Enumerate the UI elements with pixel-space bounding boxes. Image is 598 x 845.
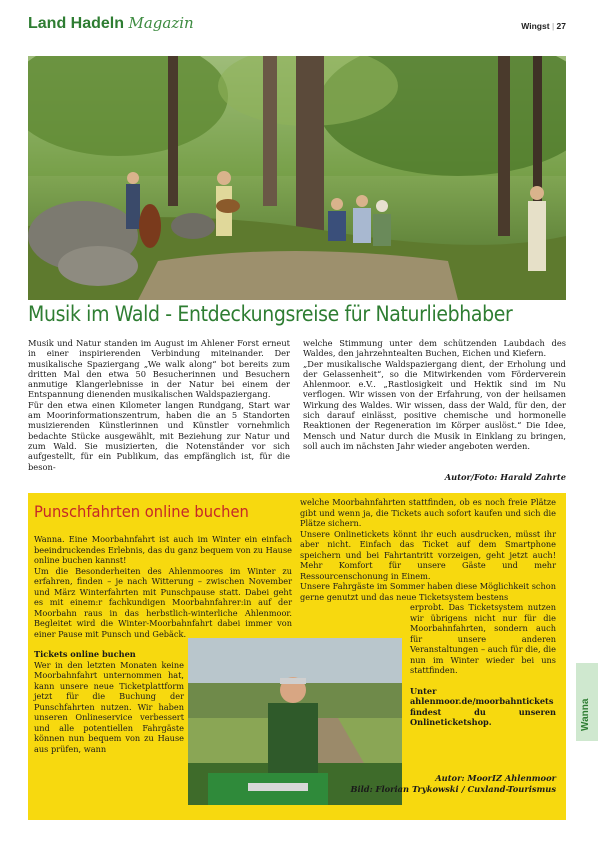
box-paragraph: welche Moorbahnfahrten stattfinden, ob es noch freie Plätze gibt und wenn ja, die Tickets auch sofort kaufen und sich die Plätze sichern.	[300, 497, 556, 528]
box-credit-author: Autor: MoorIZ Ahlenmoor	[435, 773, 556, 783]
box-paragraph: Unsere Onlinetickets könnt ihr euch ausdrucken, müsst ihr aber nicht. Einfach das Ticket auf dem Smartphone speichern und bei Fahrtantritt vorzeigen, geht jetzt auch! Mehr Komfort für unsere Gäste und mehr Ressourcenschonung in Einem.	[300, 528, 556, 581]
page-separator: |	[551, 21, 555, 31]
box-paragraph: Wer in den letzten Monaten keine Moorbahnfahrt unternommen hat, kann unsere neue Ticketplattform jetzt für die Buchung der Punschfahrten nutzen. Wir haben unseren Onlineservice verbessert und alle potentiellen Fahrgäste können nun bequem von zu Hause aus prüfen, wann	[34, 659, 184, 754]
ticketshop-link-text: Unter ahlenmoor.de/moorbahntickets findest du unseren Onlineticketshop.	[410, 685, 556, 727]
box-narrow-section	[34, 649, 184, 754]
forest-concert-photo	[28, 56, 566, 300]
box-paragraph: Unsere Fahrgäste im Sommer haben diese Möglichkeit schon gerne genutzt und das neue Ticketsystem bestens	[300, 581, 556, 602]
box-indented-section	[410, 602, 556, 728]
masthead-brand: Land Hadeln	[28, 15, 125, 32]
article-credit: Autor/Foto: Harald Zahrte	[444, 472, 566, 482]
side-tab	[576, 663, 598, 741]
masthead-logo	[28, 14, 194, 33]
article-column-2	[303, 338, 566, 451]
side-tab-label: Wanna	[580, 698, 591, 731]
box-subheading: Tickets online buchen	[34, 649, 136, 659]
article-headline: Musik im Wald - Entdeckungsreise für Naturliebhaber	[28, 302, 513, 326]
article-column-1	[28, 338, 290, 472]
box-title: Punschfahrten online buchen	[34, 502, 249, 521]
box-paragraph: erprobt. Das Ticketsystem nutzen wir übrigens nicht nur für die Moorbahnfahrten, sondern auch für unsere anderen Veranstaltungen – auch für die, die nun im Winter wieder bei uns stattfinden.	[410, 602, 556, 675]
masthead-magazine: Magazin	[128, 14, 194, 32]
page-section: Wingst	[521, 21, 550, 31]
article-paragraph: Musik und Natur standen im August im Ahlener Forst erneut in einer inspirierenden Verbindung miteinander. Der musikalische Spaziergang „We walk along“ bot bereits zum dritten Mal den etwa 50 Besucherinnen und Besuchern anmutige Klangerlebnisse in der Natur bei einem der Entspannung dienenden musikalischen Waldspaziergang.	[28, 338, 290, 400]
box-paragraph: Wanna. Eine Moorbahnfahrt ist auch im Winter ein einfach beeindruckendes Erlebnis, das du ganz bequem von zu Hause online buchen kannst!	[34, 534, 292, 565]
article-paragraph: welche Stimmung unter dem schützenden Laubdach des Waldes, den jahrzehntealten Buchen, Eichen und Kiefern.	[303, 338, 566, 359]
box-paragraph: Um die Besonderheiten des Ahlenmoores im Winter zu erfahren, finden – je nach Witterung – zwischen November und März Winterfahrten mit Punschpause statt. Dabei geht es mit einem:r fachkundigen Moorbahnfahrer:in auf der Moorbahn raus in das herbstlich-winterliche Ahlenmoor. Begleitet wird die Winter-Moorbahnfahrt dabei immer von einer Pause mit Punsch und Gebäck.	[34, 565, 292, 639]
article-paragraph: „Der musikalische Waldspaziergang dient, der Erholung und der Gelassenheit“, so die Mitwirkenden vom Förderverein Ahlenmoor. e.V.. „Rastlosigkeit und Hektik sind im Nu verflogen. Wir wissen von der Erfahrung, von der heilsamen Wirkung des Waldes. Wir wissen, dass der Wald, für den, der sich darauf einlässt, positive chemische und hormonelle Reaktionen der Regeneration im Körper auslöst.“ Die Idee, Mensch und Natur durch die Musik in Einklang zu bringen, soll auch im nächsten Jahr wieder angeboten werden.	[303, 358, 566, 451]
article-paragraph: Für den etwa einen Kilometer langen Rundgang, Start war am Moorinformationszentrum, haben die an 5 Standorten musizierenden Künstlerinnen und Künstler vornehmlich bedachte Stücke ausgewählt, mit Beziehung zur Natur und zum Wald. Sie musizierten, die Notenständer vor sich aufgestellt, für ein Publikum, das empfänglich ist, für die beson-	[28, 399, 290, 472]
page-number: 27	[556, 21, 566, 31]
box-credit	[350, 773, 556, 795]
page-info	[521, 21, 566, 31]
box-credit-photo: Bild: Florian Trykowski / Cuxland-Tourismus	[350, 784, 556, 794]
